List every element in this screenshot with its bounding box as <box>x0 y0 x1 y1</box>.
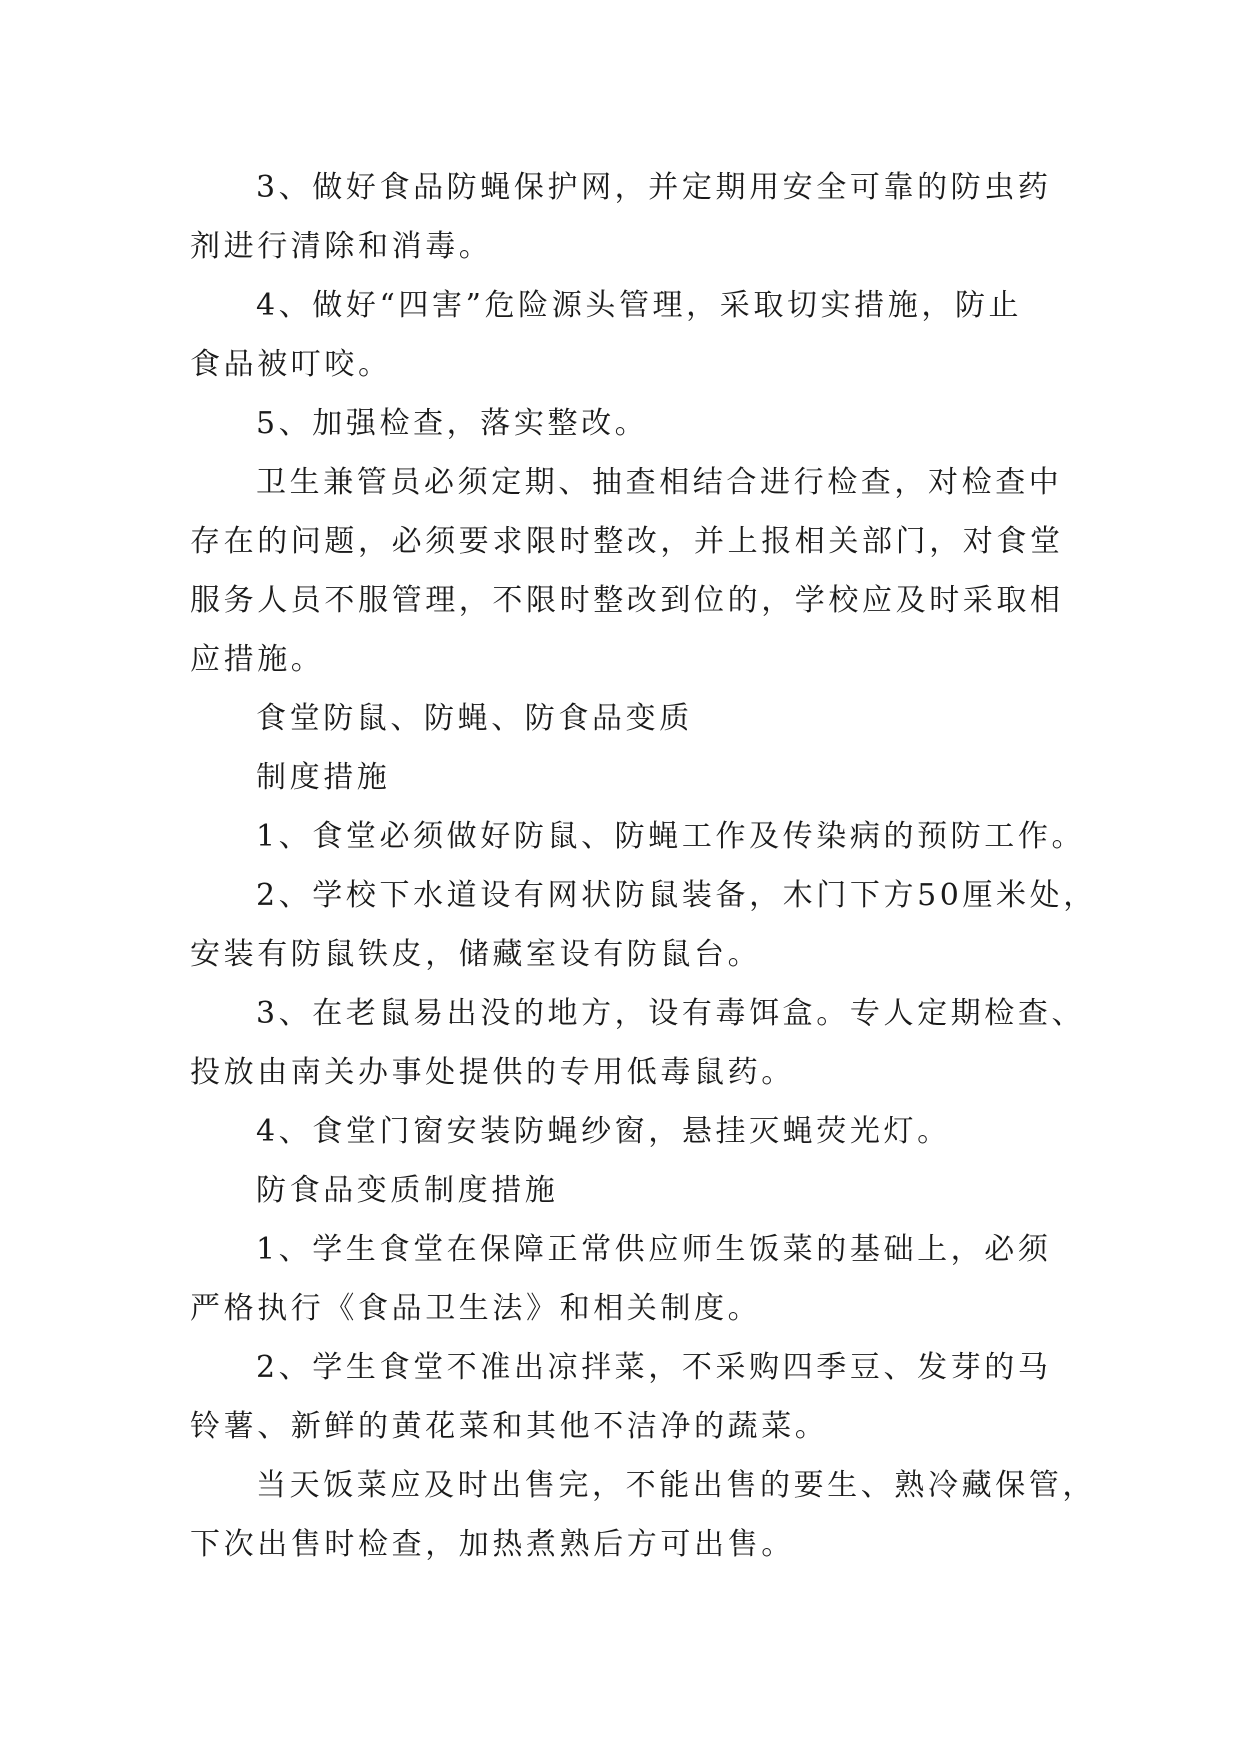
paragraph-line: 4、食堂门窗安装防蝇纱窗，悬挂灭蝇荧光灯。 <box>256 1114 951 1149</box>
paragraph-line: 2、学生食堂不准出凉拌菜，不采购四季豆、发芽的马 <box>256 1350 1052 1385</box>
paragraph-line: 安装有防鼠铁皮，储藏室设有防鼠台。 <box>190 937 762 972</box>
paragraph-line: 严格执行《食品卫生法》和相关制度。 <box>190 1291 762 1326</box>
paragraph-line: 1、学生食堂在保障正常供应师生饭菜的基础上，必须 <box>256 1232 1052 1267</box>
section-heading: 制度措施 <box>256 760 391 795</box>
section-heading: 防食品变质制度措施 <box>256 1173 559 1208</box>
paragraph-line: 卫生兼管员必须定期、抽查相结合进行检查，对检查中 <box>256 465 1063 500</box>
paragraph-line: 食品被叮咬。 <box>190 347 392 382</box>
section-heading: 食堂防鼠、防蝇、防食品变质 <box>256 701 693 736</box>
paragraph-line: 1、食堂必须做好防鼠、防蝇工作及传染病的预防工作。 <box>256 819 1086 854</box>
paragraph-line: 4、做好“四害”危险源头管理，采取切实措施，防止 <box>256 288 1023 323</box>
paragraph-line: 存在的问题，必须要求限时整改，并上报相关部门，对食堂 <box>190 524 1064 559</box>
paragraph-line: 投放由南关办事处提供的专用低毒鼠药。 <box>190 1055 795 1090</box>
paragraph-line: 当天饭菜应及时出售完，不能出售的要生、熟冷藏保管， <box>256 1468 1096 1503</box>
paragraph-line: 5、加强检查，落实整改。 <box>256 406 649 441</box>
paragraph-line: 下次出售时检查，加热煮熟后方可出售。 <box>190 1527 795 1562</box>
paragraph-line: 3、在老鼠易出没的地方，设有毒饵盒。专人定期检查、 <box>256 996 1086 1031</box>
document-body <box>190 158 1097 1574</box>
paragraph-line: 剂进行清除和消毒。 <box>190 229 493 264</box>
paragraph-line: 3、做好食品防蝇保护网，并定期用安全可靠的防虫药 <box>256 170 1052 205</box>
paragraph-line: 铃薯、新鲜的黄花菜和其他不洁净的蔬菜。 <box>190 1409 829 1444</box>
paragraph-line: 服务人员不服管理，不限时整改到位的，学校应及时采取相 <box>190 583 1064 618</box>
paragraph-line: 应措施。 <box>190 642 325 677</box>
paragraph-line: 2、学校下水道设有网状防鼠装备，木门下方50厘米处， <box>256 878 1097 913</box>
